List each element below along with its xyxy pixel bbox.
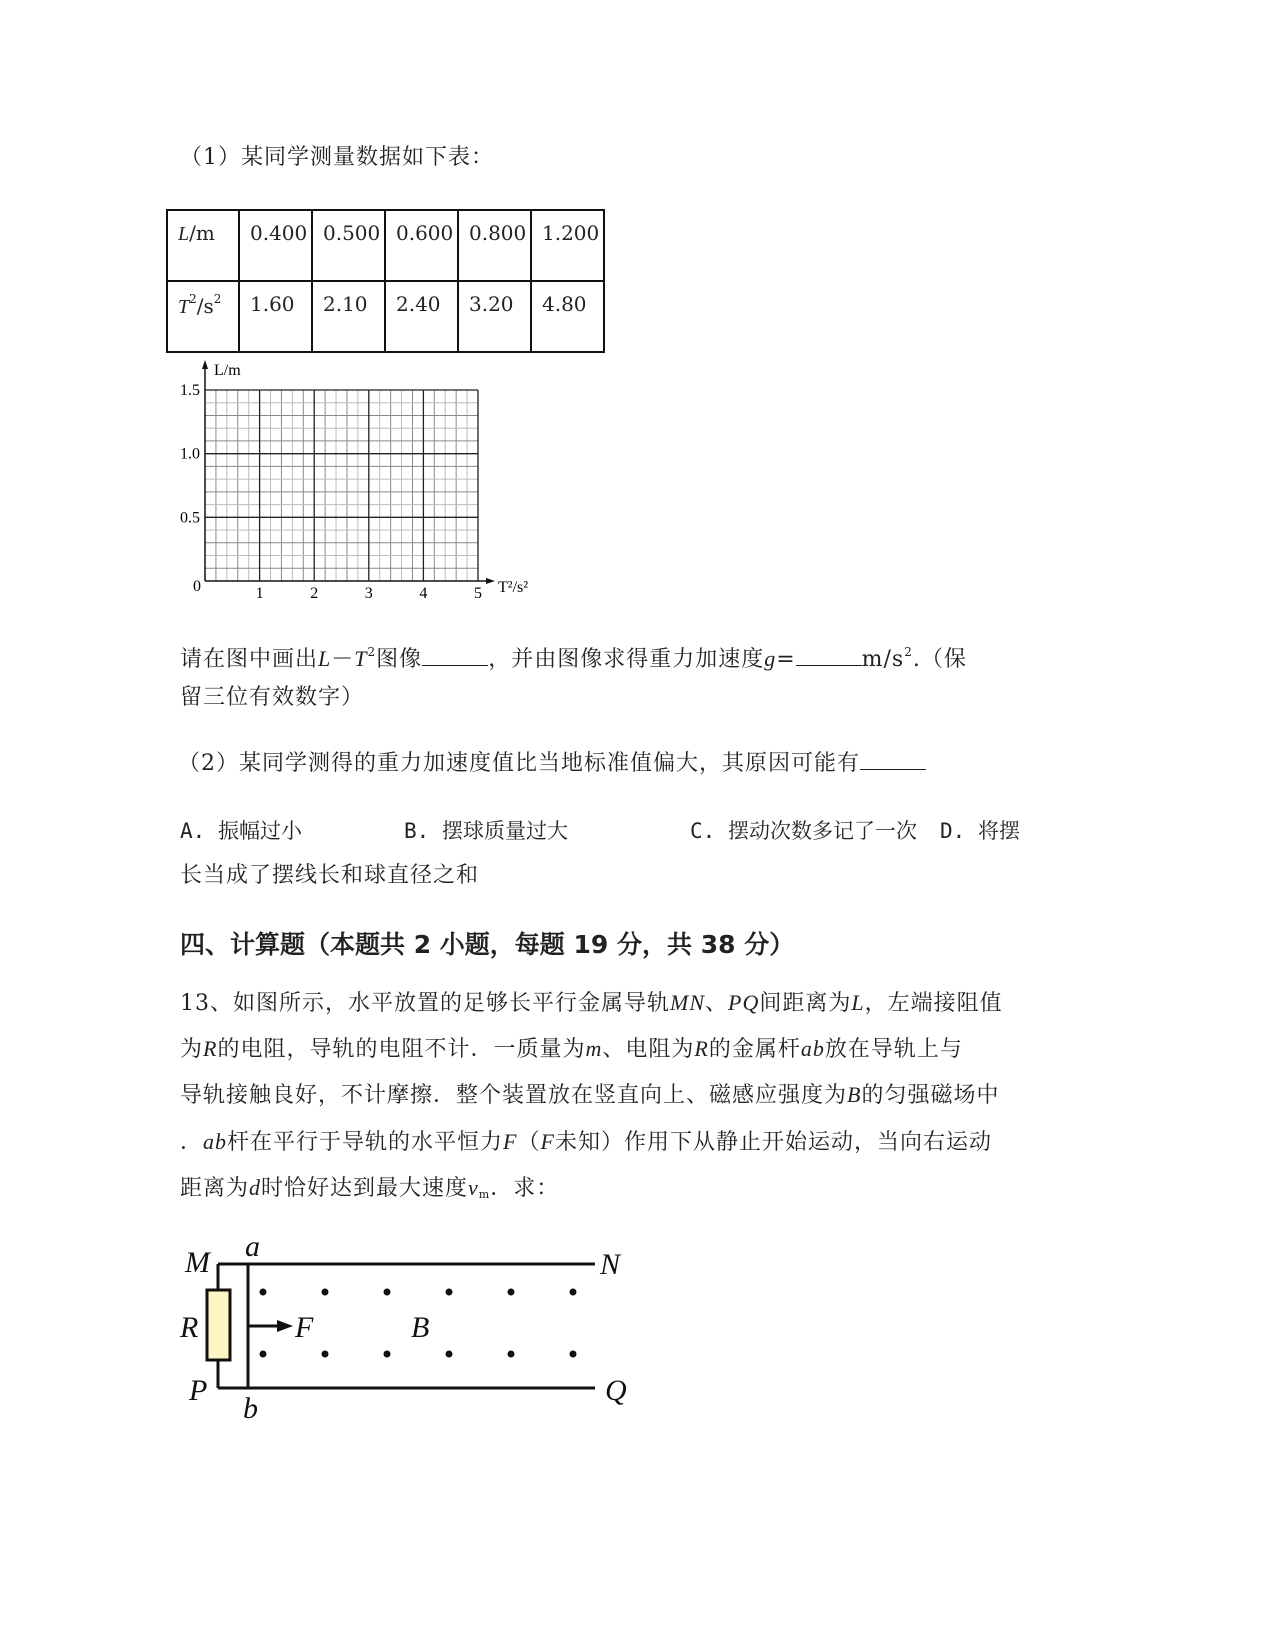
option-text: 摆动次数多记了一次 (727, 819, 917, 843)
text: 13、如图所示，水平放置的足够长平行金属导轨 (180, 991, 670, 1016)
sup: 2 (367, 645, 377, 659)
text: 请在图中画出 (180, 647, 319, 672)
part2-question (178, 749, 926, 779)
text: 未知）作用下从静止开始运动，当向右运动 (554, 1130, 992, 1155)
field-dot (570, 1289, 577, 1296)
option-d[interactable] (940, 815, 1020, 845)
field-dot (446, 1289, 453, 1296)
text: ． (180, 1130, 204, 1155)
minor-gridlines (205, 390, 478, 581)
field-dot (508, 1289, 515, 1296)
text: 为 (180, 1037, 204, 1062)
table-cell: 4.80 (531, 281, 604, 352)
origin-label: 0 (193, 578, 201, 595)
answer-blank-graph[interactable] (422, 645, 488, 666)
option-b[interactable] (404, 815, 568, 845)
section-heading: 四、计算题（本题共 2 小题，每题 19 分，共 38 分） (180, 930, 795, 959)
field-dot (322, 1351, 329, 1358)
text: 的匀强磁场中 (861, 1083, 1000, 1108)
option-a[interactable] (180, 815, 302, 845)
var-m: m (585, 1036, 603, 1061)
field-dot (570, 1351, 577, 1358)
var-F: F (503, 1129, 518, 1154)
equals: = (776, 647, 796, 672)
sup: 2 (213, 292, 222, 306)
graph-paper-chart (170, 358, 550, 608)
q13-line5 (180, 1173, 559, 1210)
field-dot (322, 1289, 329, 1296)
x-axis-arrow-icon (486, 578, 495, 584)
x-tick-label: 2 (310, 585, 319, 602)
major-gridlines (205, 390, 478, 581)
table-cell: 2.10 (312, 281, 385, 352)
data-table (166, 209, 605, 353)
table-cell: 0.400 (239, 210, 312, 281)
var-B: B (847, 1082, 862, 1107)
var-MN: MN (670, 990, 705, 1015)
var-L: L (318, 646, 332, 671)
table-cell: 1.200 (531, 210, 604, 281)
field-dot (446, 1351, 453, 1358)
field-dot (384, 1351, 391, 1358)
option-letter: C. (690, 819, 716, 843)
answer-blank-g[interactable] (796, 645, 862, 666)
x-tick-label: 4 (419, 585, 428, 602)
table-cell: 0.500 (312, 210, 385, 281)
part1-question-line2: 留三位有效数字） (180, 685, 365, 710)
text: 导轨接触良好，不计摩擦．整个装置放在竖直向上、磁感应强度为 (180, 1083, 848, 1108)
option-letter: D. (940, 819, 966, 843)
text: （ (517, 1130, 541, 1155)
var-g: g (764, 646, 777, 671)
text: 、 (705, 991, 729, 1016)
y-tick-label: 0.5 (180, 509, 200, 527)
y-tick-label: 1.0 (180, 445, 200, 463)
label-F: F (295, 1311, 314, 1344)
var-L: L (851, 990, 865, 1015)
option-text: 摆球质量过大 (441, 819, 568, 843)
force-arrow-head-icon (277, 1320, 293, 1332)
label-B: B (411, 1311, 430, 1344)
text: 放在导轨上与 (824, 1037, 963, 1062)
sub: m (478, 1188, 491, 1201)
axes (202, 360, 495, 584)
y-tick-label: 1.5 (180, 382, 200, 399)
option-text: 将摆 (977, 819, 1020, 843)
text: 距离为 (180, 1176, 250, 1201)
text: ，并由图像求得重力加速度 (488, 647, 765, 672)
table-cell: 3.20 (458, 281, 531, 352)
field-dot (384, 1289, 391, 1296)
text: ，左端接阻值 (864, 991, 1003, 1016)
label-R: R (180, 1311, 199, 1344)
table-cell: 0.600 (385, 210, 458, 281)
field-dot (260, 1351, 267, 1358)
sup: 2 (904, 645, 913, 659)
unit: m/s (861, 647, 905, 672)
q13-line1 (180, 988, 1003, 1019)
var-PQ: PQ (728, 990, 760, 1015)
q13-line4 (180, 1127, 992, 1158)
option-d-continued: 长当成了摆线长和球直径之和 (180, 863, 480, 888)
text: （2）某同学测得的重力加速度值比当地标准值偏大，其原因可能有 (178, 751, 860, 776)
y-axis-label: L/m (214, 362, 241, 379)
answer-blank-reason[interactable] (860, 749, 926, 770)
table-cell: 1.60 (239, 281, 312, 352)
sup: 2 (189, 292, 197, 306)
text: ．求： (490, 1176, 560, 1201)
text: .（保 (912, 647, 967, 672)
label-P: P (189, 1374, 208, 1407)
label-M: M (185, 1246, 210, 1279)
var-d: d (249, 1175, 262, 1200)
y-axis-arrow-icon (202, 360, 208, 369)
table-cell: 0.800 (458, 210, 531, 281)
var-T: T (178, 296, 190, 318)
var-T: T (354, 646, 368, 671)
table-cell: 2.40 (385, 281, 458, 352)
option-letter: A. (180, 819, 206, 843)
part1-question-line1 (180, 637, 967, 675)
text: 时恰好达到最大速度 (261, 1176, 469, 1201)
var-v: v (468, 1175, 479, 1200)
x-tick-label: 5 (474, 585, 482, 602)
row-header-length (167, 210, 239, 281)
text: 杆在平行于导轨的水平恒力 (227, 1130, 504, 1155)
var-R: R (694, 1036, 709, 1061)
text: 的金属杆 (708, 1037, 801, 1062)
unit-s: /s (196, 294, 214, 318)
x-tick-label: 1 (255, 585, 264, 602)
table-row-period-squared (167, 281, 604, 352)
option-c[interactable] (690, 815, 917, 845)
var-ab: ab (800, 1036, 825, 1061)
unit-m: /m (189, 221, 215, 245)
var-R: R (203, 1036, 218, 1061)
label-a: a (245, 1230, 260, 1263)
dash: － (331, 647, 355, 672)
part1-intro: （1）某同学测量数据如下表： (180, 145, 494, 170)
x-axis-label: T²/s² (498, 579, 529, 596)
row-header-period-squared (167, 281, 239, 352)
q13-line3 (180, 1080, 999, 1111)
table-row-length (167, 210, 604, 281)
label-N: N (600, 1248, 621, 1281)
q13-line2 (180, 1034, 963, 1065)
var-F: F (540, 1129, 555, 1154)
text: 图像 (376, 647, 423, 672)
text: 的电阻，导轨的电阻不计．一质量为 (217, 1037, 586, 1062)
rail-circuit-diagram (175, 1230, 645, 1430)
field-dot (260, 1289, 267, 1296)
option-text: 振幅过小 (217, 819, 302, 843)
option-letter: B. (404, 819, 430, 843)
text: 间距离为 (759, 991, 852, 1016)
label-Q: Q (605, 1374, 627, 1407)
resistor (207, 1290, 230, 1360)
label-b: b (243, 1392, 258, 1425)
text: 、电阻为 (602, 1037, 695, 1062)
field-dot (508, 1351, 515, 1358)
var-L: L (178, 223, 190, 245)
var-ab: ab (203, 1129, 228, 1154)
x-tick-label: 3 (364, 585, 373, 602)
